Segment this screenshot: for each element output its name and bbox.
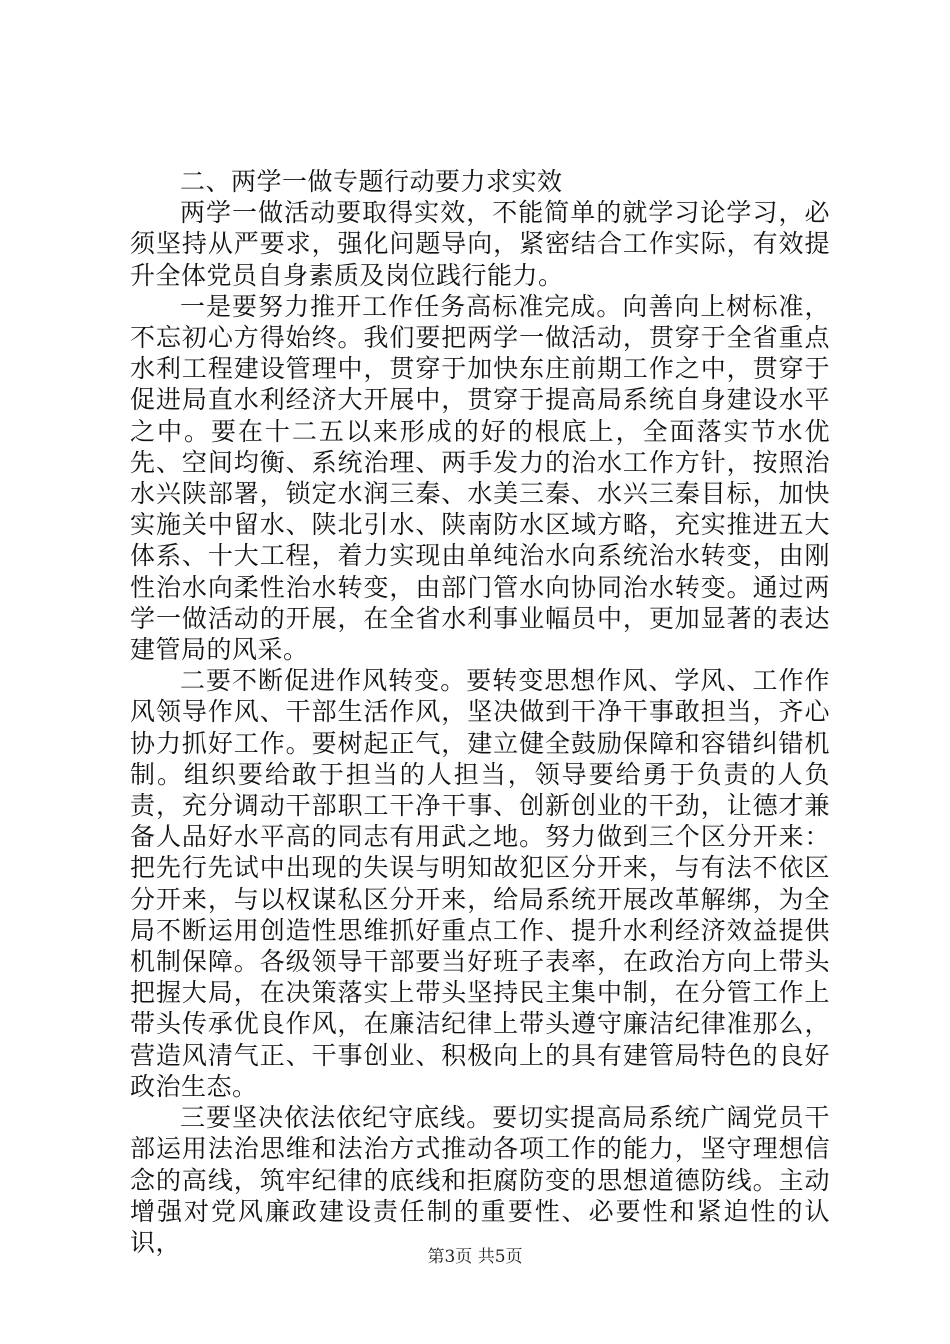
paragraph-point-two: 二要不断促进作风转变。要转变思想作风、学风、工作作风领导作风、干部生活作风，坚决做到干净干事敢担当，齐心协力抓好工作。要树起正气，建立健全鼓励保障和容错纠错机制。组织要给敢于担当的人担当，领导要给勇于负责的人负责，充分调动干部职工干净干事、创新创业的干劲，让德才兼备人品好水平高的同志有用武之地。努力做到三个区分开来：把先行先试中出现的失误与明知故犯区分开来，与有法不依区分开来，与以权谋私区分开来，给局系统开展改革解绑，为全局不断运用创造性思维抓好重点工作、提升水利经济效益提供机制保障。各级领导干部要当好班子表率，在政治方向上带头把握大局，在决策落实上带头坚持民主集中制，在分管工作上带头传承优良作风，在廉洁纪律上带头遵守廉洁纪律准那么，营造风清气正、干事创业、积极向上的具有建管局特色的良好政治生态。	[130, 666, 830, 1101]
page-number-footer: 第3页 共5页	[427, 1247, 523, 1267]
paragraph-point-three: 三要坚决依法依纪守底线。要切实提高局系统广阔党员干部运用法治思维和法治方式推动各项工作的能力，坚守理想信念的高线，筑牢纪律的底线和拒腐防变的思想道德防线。主动增强对党风廉政建设责任制的重要性、必要性和紧迫性的认识，	[130, 1103, 830, 1257]
paragraph-intro: 两学一做活动要取得实效，不能简单的就学习论学习，必须坚持从严要求，强化问题导向，紧密结合工作实际，有效提升全体党员自身素质及岗位践行能力。	[130, 198, 830, 290]
paragraph-point-one: 一是要努力推开工作任务高标准完成。向善向上树标准，不忘初心方得始终。我们要把两学一做活动，贯穿于全省重点水利工程建设管理中，贯穿于加快东庄前期工作之中，贯穿于促进局直水利经济大开展中，贯穿于提高局系统自身建设水平之中。要在十二五以来形成的好的根底上，全面落实节水优先、空间均衡、系统治理、两手发力的治水工作方针，按照治水兴陕部署，锁定水润三秦、水美三秦、水兴三秦目标，加快实施关中留水、陕北引水、陕南防水区域方略，充实推进五大体系、十大工程，着力实现由单纯治水向系统治水转变，由刚性治水向柔性治水转变，由部门管水向协同治水转变。通过两学一做活动的开展，在全省水利事业幅员中，更加显著的表达建管局的风采。	[130, 291, 830, 665]
section-heading: 二、两学一做专题行动要力求实效	[180, 167, 563, 196]
document-body	[130, 166, 830, 1258]
